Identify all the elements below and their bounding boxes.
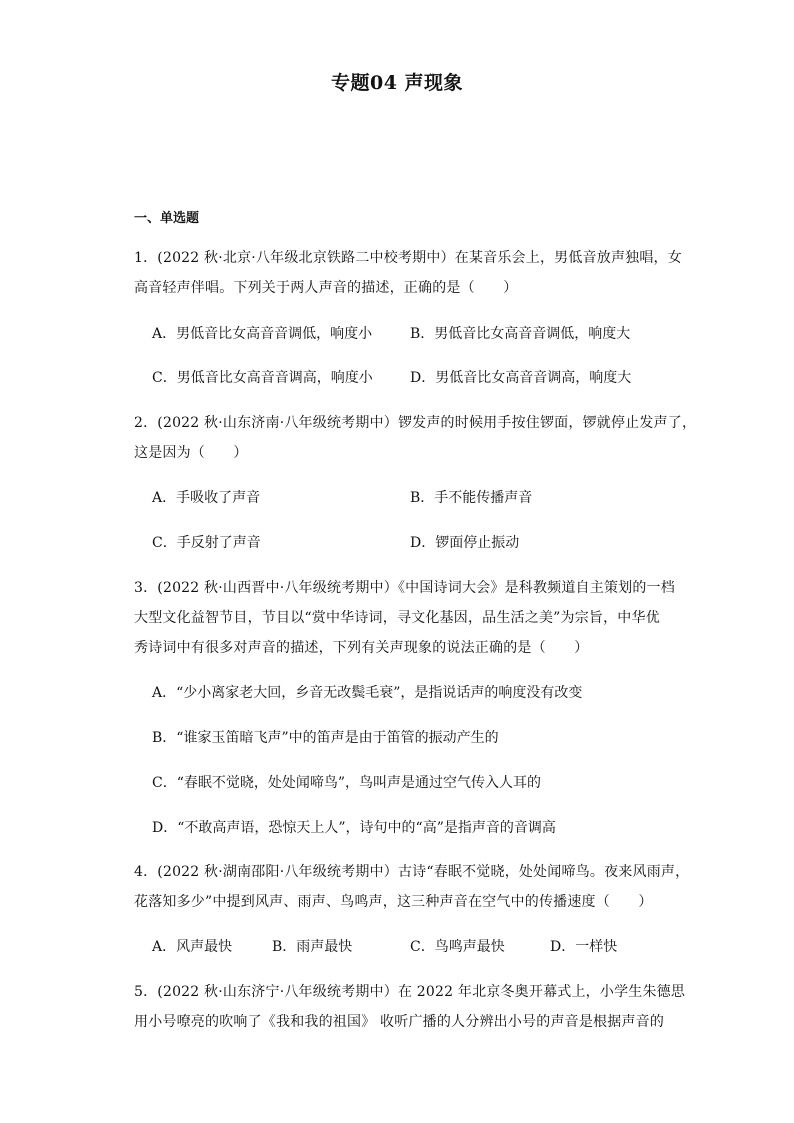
option-d: D．男低音比女高音音调高，响度大 xyxy=(410,370,632,386)
option-b: B．雨声最快 xyxy=(272,939,353,955)
option-c: C．鸟鸣声最快 xyxy=(410,939,505,955)
question-3 xyxy=(134,573,675,663)
question-text-line: 4．(2022 秋·湖南邵阳·八年级统考期中）古诗“春眠不觉晓，处处闻啼鸟。夜来风雨声， xyxy=(134,864,690,880)
question-2 xyxy=(134,408,697,468)
option-a: A．“少小离家老大回，乡音无改鬓毛衰”，是指说话声的响度没有改变 xyxy=(152,685,583,701)
question-text-line: 5．(2022 秋·山东济宁·八年级统考期中）在 2022 年北京冬奥开幕式上，小学生朱德思 xyxy=(134,984,686,1000)
option-c: C．手反射了声音 xyxy=(152,535,261,551)
question-text-line: 这是因为（ ） xyxy=(134,445,248,461)
option-a: A．男低音比女高音音调低，响度小 xyxy=(152,326,373,342)
section-heading: 一、单选题 xyxy=(134,211,200,226)
question-text-line: 高音轻声伴唱。下列关于两人声音的描述，正确的是（ ） xyxy=(134,280,518,296)
option-a: A．手吸收了声音 xyxy=(152,490,261,506)
question-text-line: 大型文化益智节目，节目以“赏中华诗词，寻文化基因，品生活之美”为宗旨，中华优 xyxy=(134,610,660,626)
question-text-line: 2．(2022 秋·山东济南·八年级统考期中）锣发声的时候用手按住锣面，锣就停止发声了， xyxy=(134,415,697,431)
option-c: C．“春眠不觉晓，处处闻啼鸟”，鸟叫声是通过空气传入人耳的 xyxy=(152,775,542,791)
question-4 xyxy=(134,857,690,917)
option-d: D．“不敢高声语，恐惊天上人”，诗句中的“高”是指声音的音调高 xyxy=(152,820,556,836)
question-text-line: 花落知多少”中提到风声、雨声、鸟鸣声，这三种声音在空气中的传播速度（ ） xyxy=(134,894,653,910)
question-text-line: 用小号嘹亮的吹响了《我和我的祖国》 收听广播的人分辨出小号的声音是根据声音的 xyxy=(134,1014,665,1030)
option-d: D．一样快 xyxy=(550,939,618,955)
option-b: B．“谁家玉笛暗飞声”中的笛声是由于笛管的振动产生的 xyxy=(152,730,499,746)
page-title: 专题04 声现象 xyxy=(330,72,464,94)
option-a: A．风声最快 xyxy=(152,939,233,955)
option-d: D．锣面停止振动 xyxy=(410,535,520,551)
option-b: B．男低音比女高音音调低，响度大 xyxy=(410,326,631,342)
question-1 xyxy=(134,243,682,303)
question-5 xyxy=(134,977,686,1037)
option-c: C．男低音比女高音音调高，响度小 xyxy=(152,370,373,386)
question-text-line: 3．(2022 秋·山西晋中·八年级统考期中）《中国诗词大会》是科教频道自主策划的一档 xyxy=(134,580,675,596)
question-text-line: 1．(2022 秋·北京·八年级北京铁路二中校考期中）在某音乐会上，男低音放声独唱，女 xyxy=(134,250,682,266)
question-text-line: 秀诗词中有很多对声音的描述，下列有关声现象的说法正确的是（ ） xyxy=(134,640,589,656)
option-b: B．手不能传播声音 xyxy=(410,490,533,506)
